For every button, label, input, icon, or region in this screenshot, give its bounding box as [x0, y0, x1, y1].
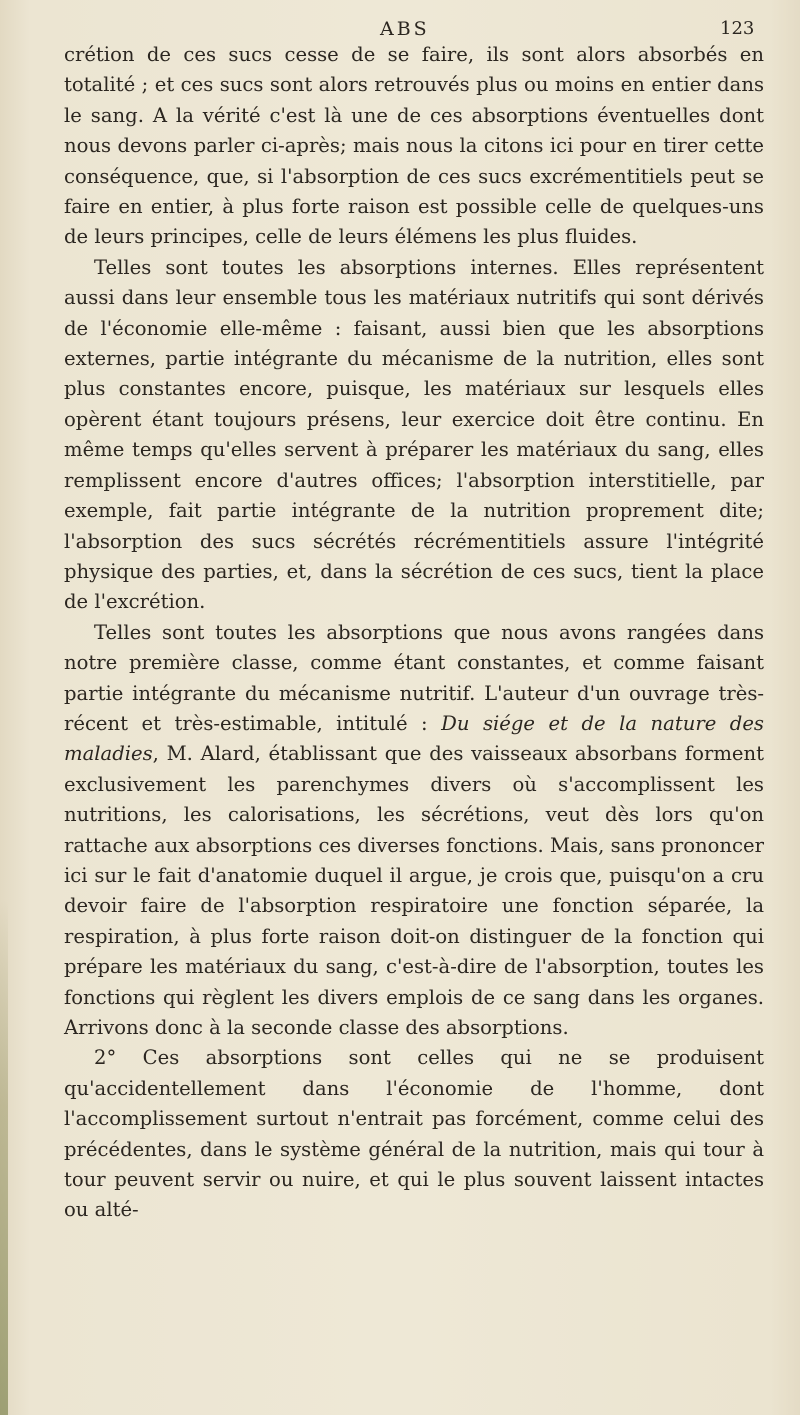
page-number: 123 [720, 18, 755, 39]
body-text [64, 40, 764, 1226]
paragraph-3-text-b: , M. Alard, établissant que des vaisseaux absorbans forment exclusivement les parenchymes divers où s'accomplissent les nutritions, les calorisations, les sécrétions, veut dès lors qu'on rattache aux absorptions ces diverses fonctions. Mais, sans prononcer ici sur le fait d'anatomie duquel il argue, je crois que, puisqu'on a cru devoir faire de l'absorption respiratoire une fonction séparée, la respiration, à plus forte raison doit-on distinguer de la fonction qui prépare les matériaux du sang, c'est-à-dire de l'absorption, toutes les fonctions qui règlent les divers emplois de ce sang dans les organes. Arrivons donc à la seconde classe des absorptions. [64, 742, 764, 1039]
running-head: ABS [380, 18, 430, 40]
page-header [0, 8, 800, 42]
book-title: Du siége et de la nature des maladies [64, 711, 764, 766]
binding-shadow [0, 900, 8, 1415]
paragraph-3 [64, 618, 764, 1044]
paragraph-3-text-a: Telles sont toutes les absorptions que nous avons rangées dans notre première classe, comme étant constantes, et comme faisant partie intégrante du mécanisme nutritif. L'auteur d'un ouvrage très-récent et très-estimable, intitulé : [64, 620, 764, 735]
paragraph-4: 2° Ces absorptions sont celles qui ne se produisent qu'accidentellement dans l'économie de l'homme, dont l'accomplissement surtout n'entrait pas forcément, comme celui des précédentes, dans le système général de la nutrition, mais qui tour à tour peuvent servir ou nuire, et qui le plus souvent laissent intactes ou alté- [64, 1046, 764, 1222]
paragraph-1: crétion de ces sucs cesse de se faire, ils sont alors absorbés en totalité ; et ces sucs sont alors retrouvés plus ou moins en entier dans le sang. A la vérité c'est là une de ces absorptions éventuelles dont nous devons parler ci-après; mais nous la citons ici pour en tirer cette conséquence, que, si l'absorption de ces sucs excrémentitiels peut se faire en entier, à plus forte raison est possible celle de quelques-uns de leurs principes, celle de leurs élémens les plus fluides. [64, 43, 764, 249]
paragraph-2: Telles sont toutes les absorptions internes. Elles représentent aussi dans leur ensemble tous les matériaux nutritifs qui sont dérivés de l'économie elle-même : faisant, aussi bien que les absorptions externes, partie intégrante du mécanisme de la nutrition, elles sont plus constantes encore, puisque, les matériaux sur lesquels elles opèrent étant toujours présens, leur exercice doit être continu. En même temps qu'elles servent à préparer les matériaux du sang, elles remplissent encore d'autres offices; l'absorption interstitielle, par exemple, fait partie intégrante de la nutrition proprement dite; l'absorption des sucs sécrétés récrémentitiels assure l'intégrité physique des parties, et, dans la sécrétion de ces sucs, tient la place de l'excrétion. [64, 255, 764, 614]
